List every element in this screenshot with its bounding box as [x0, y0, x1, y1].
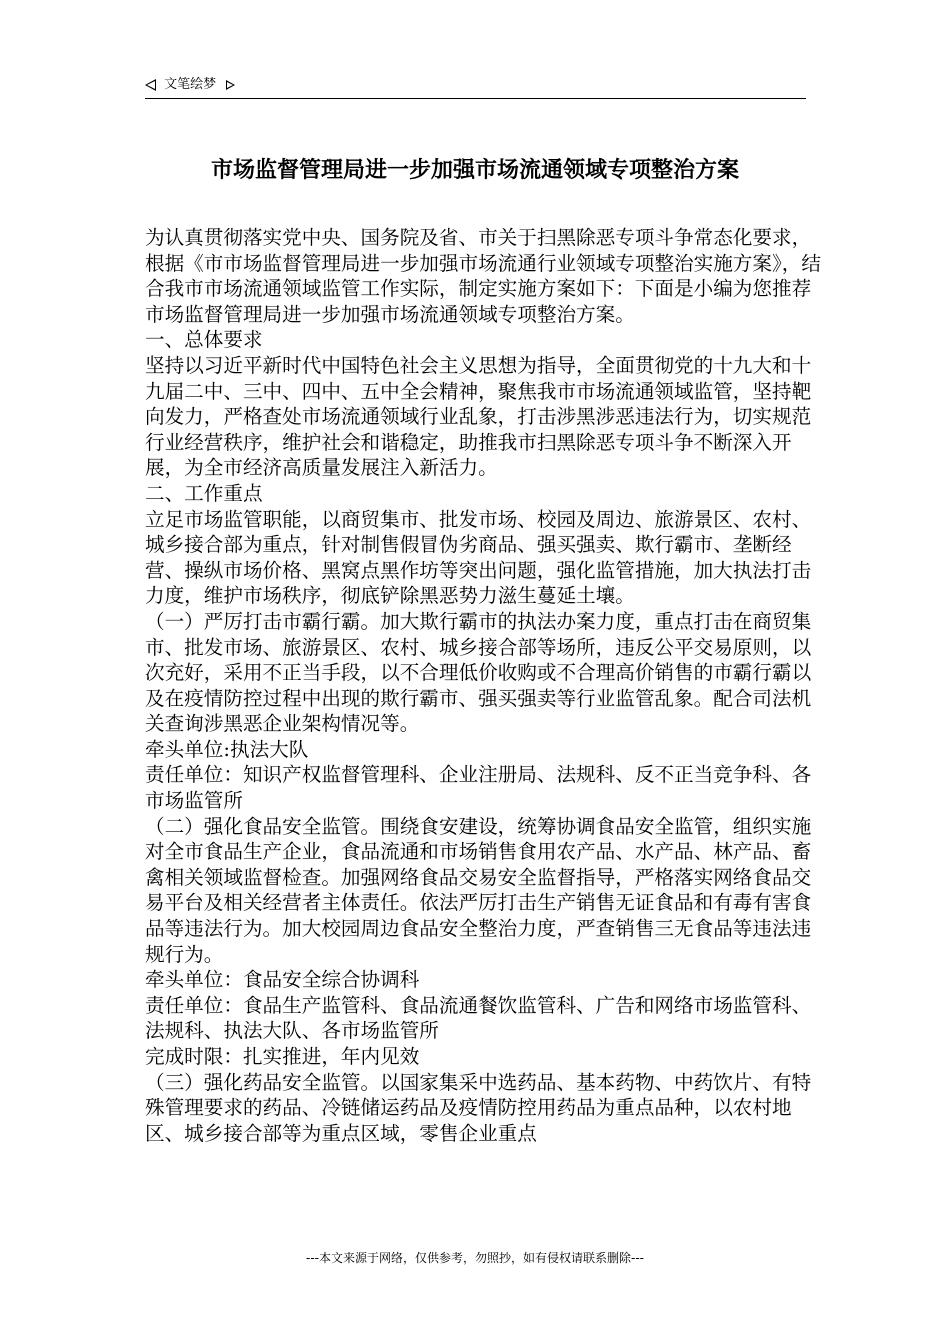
document-body	[145, 225, 825, 1146]
triangle-right-icon	[226, 80, 235, 90]
document-title: 市场监督管理局进一步加强市场流通领域专项整治方案	[210, 158, 739, 183]
responsible-units-2: 责任单位：食品生产监管科、食品流通餐饮监管科、广告和网络市场监管科、法规科、执法大队、各市场监管所	[145, 993, 812, 1043]
paragraph-item-2: （二）强化食品安全监管。围绕食安建设，统筹协调食品安全监管，组织实施对全市食品生产企业，食品流通和市场销售食用农产品、水产品、林产品、畜禽相关领域监督检查。加强网络食品交易安全监督指导，严格落实网络食品交易平台及相关经营者主体责任。依法严厉打击生产销售无证食品和有毒有害食品等违法行为。加大校园周边食品安全整治力度，严查销售三无食品等违法违规行为。	[145, 814, 812, 966]
responsible-units-1: 责任单位：知识产权监督管理科、企业注册局、法规科、反不正当竞争科、各市场监管所	[145, 763, 812, 813]
section-heading-general: 一、总体要求	[145, 328, 263, 352]
lead-unit-1: 牵头单位:执法大队	[145, 737, 309, 761]
section-heading-focus: 二、工作重点	[145, 481, 263, 505]
triangle-left-icon	[145, 79, 156, 91]
lead-unit-2: 牵头单位：食品安全综合协调科	[145, 968, 420, 992]
paragraph-intro: 为认真贯彻落实党中央、国务院及省、市关于扫黑除恶专项斗争常态化要求，根据《市市场监督管理局进一步加强市场流通行业领域专项整治实施方案》，结合我市市场流通领域监管工作实际，制定实施方案如下：下面是小编为您推荐市场监督管理局进一步加强市场流通领域专项整治方案。	[145, 226, 821, 326]
header-brand: 文笔绘梦	[164, 77, 217, 92]
paragraph-general: 坚持以习近平新时代中国特色社会主义思想为指导，全面贯彻党的十九大和十九届二中、三中、四中、五中全会精神，聚焦我市市场流通领域监管，坚持靶向发力，严格查处市场流通领域行业乱象，打击涉黑涉恶违法行为，切实规范行业经营秩序，维护社会和谐稳定，助推我市扫黑除恶专项斗争不断深入开展，为全市经济高质量发展注入新活力。	[145, 353, 812, 480]
paragraph-item-3: （三）强化药品安全监管。以国家集采中选药品、基本药物、中药饮片、有特殊管理要求的药品、冷链储运药品及疫情防控用药品为重点品种，以农村地区、城乡接合部等为重点区域，零售企业重点	[145, 1070, 812, 1145]
paragraph-item-1: （一）严厉打击市霸行霸。加大欺行霸市的执法办案力度，重点打击在商贸集市、批发市场、旅游景区、农村、城乡接合部等场所，违反公平交易原则，以次充好，采用不正当手段，以不合理低价收购或不合理高价销售的市霸行霸以及在疫情防控过程中出现的欺行霸市、强买强卖等行业监管乱象。配合司法机关查询涉黑恶企业架构情况等。	[145, 609, 812, 736]
paragraph-focus: 立足市场监管职能，以商贸集市、批发市场、校园及周边、旅游景区、农村、城乡接合部为重点，针对制售假冒伪劣商品、强买强卖、欺行霸市、垄断经营、操纵市场价格、黑窝点黑作坊等突出问题，强化监管措施，加大执法打击力度，维护市场秩序，彻底铲除黑恶势力滋生蔓延土壤。	[145, 507, 812, 608]
page-header	[145, 75, 806, 97]
page-footer: ---本文来源于网络，仅供参考，勿照抄，如有侵权请联系删除---	[306, 1251, 644, 1265]
header-divider	[145, 98, 806, 99]
deadline-2: 完成时限：扎实推进，年内见效	[145, 1045, 420, 1068]
